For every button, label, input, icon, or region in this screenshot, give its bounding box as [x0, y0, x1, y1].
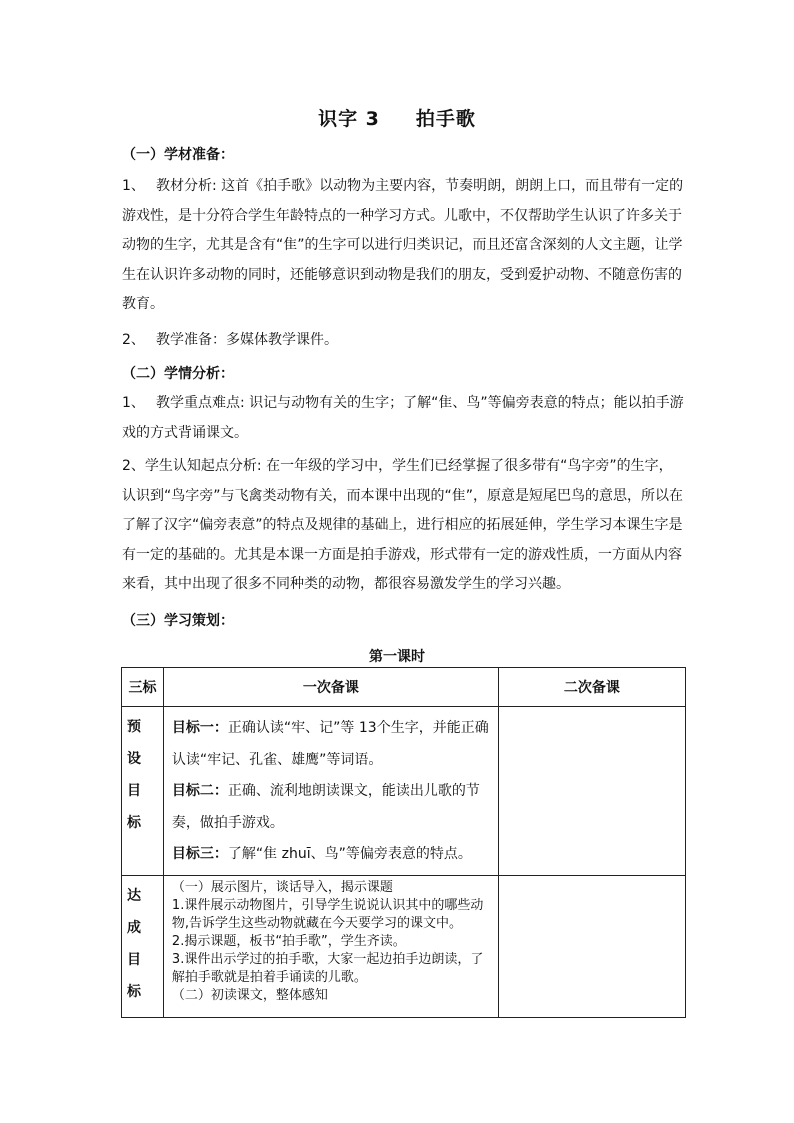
second-prep-cell [498, 707, 685, 876]
step-item: （一）展示图片，谈话导入，揭示课题 [171, 879, 393, 895]
table-row [122, 875, 686, 1017]
item-number: 1、 [122, 178, 145, 194]
title-sub: 拍手歌 [415, 108, 476, 130]
item-number: 1、 [122, 395, 145, 411]
step-item: 2.揭示课题，板书“拍手歌”，学生齐读。 [171, 933, 406, 949]
row-label-achieve-goals: 达成目标 [122, 875, 164, 1017]
goal-one [172, 713, 492, 776]
paragraph-text: 教学准备：多媒体教学课件。 [156, 332, 338, 348]
paragraph-text: 教材分析: 这首《拍手歌》以动物为主要内容，节奏明朗，朗朗上口，而且带有一定的游戏性，是十分符合学生年龄特点的一种学习方式。儿歌中，不仅帮助学生认识了许多关于动物的生字，尤其是含有“隹”的生字可以进行归类识记，而且还富含深刻的人文主题，让学生在认识许多动物的同时，还能够意识到动物是我们的朋友，受到爱护动物、不随意伤害的教育。 [122, 178, 684, 312]
goal-label: 目标二： [171, 783, 228, 799]
goal-text: 了解“隹 zhuī、鸟”等偏旁表意的特点。 [227, 846, 472, 862]
document-title [0, 104, 794, 131]
table-row [122, 707, 686, 876]
lesson-title: 第一课时 [369, 649, 425, 665]
table-header-row [122, 668, 686, 707]
title-main: 识字 3 [318, 108, 380, 130]
goal-three [172, 839, 492, 871]
second-prep-cell [498, 875, 685, 1017]
table-header-cell: 一次备课 [163, 668, 498, 707]
goals-cell [163, 707, 498, 876]
goal-text: 正确认读“牢、记”等 13个生字，并能正确认读“牢记、孔雀、雄鹰”等词语。 [171, 720, 489, 768]
paragraph-key-points [122, 389, 686, 448]
row-label-preset-goals: 预设目标 [122, 707, 164, 876]
table-header-cell: 二次备课 [498, 668, 685, 707]
step-item: 1.课件展示动物图片，引导学生说说认识其中的哪些动物,告诉学生这些动物就藏在今天要学习的课文中。 [171, 897, 484, 931]
step-item: （二）初读课文，整体感知 [171, 987, 328, 1003]
item-number: 2、 [122, 332, 145, 348]
goal-text: 正确、流利地朗读课文，能读出儿歌的节奏，做拍手游戏。 [171, 783, 480, 831]
step-item: 3.课件出示学过的拍手歌，大家一起边拍手边朗读，了解拍手歌就是拍着手诵读的儿歌。 [171, 951, 484, 985]
paragraph-text: 教学重点难点: 识记与动物有关的生字；了解“隹、鸟”等偏旁表意的特点；能以拍手游戏的方式背诵课文。 [122, 395, 684, 441]
goal-two [172, 776, 492, 839]
paragraph-cognitive-start: 2、学生认知起点分析: 在一年级的学习中，学生们已经掌握了很多带有“鸟字旁”的生字，认识到“鸟字旁”与飞禽类动物有关，而本课中出现的“隹”，原意是短尾巴鸟的意思，所以在了解了汉字“偏旁表意”的特点及规律的基础上，进行相应的拓展延伸，学生学习本课生字是有一定的基础的。尤其是本课一方面是拍手游戏，形式带有一定的游戏性质，一方面从内容来看，其中出现了很多不同种类的动物，都很容易激发学生的学习兴趣。 [122, 458, 684, 592]
lesson-plan-table [121, 667, 686, 1018]
section-heading-planning: （三）学习策划： [122, 613, 234, 629]
steps-cell [163, 875, 498, 1017]
goal-label: 目标三： [171, 846, 228, 862]
goal-label: 目标一： [171, 720, 228, 736]
table-header-cell: 三标 [122, 668, 164, 707]
paragraph-textbook-analysis [122, 172, 686, 320]
section-heading-materials: （一）学材准备： [122, 147, 234, 163]
section-heading-analysis: （二）学情分析： [122, 366, 234, 382]
paragraph-teaching-prep [122, 326, 686, 356]
